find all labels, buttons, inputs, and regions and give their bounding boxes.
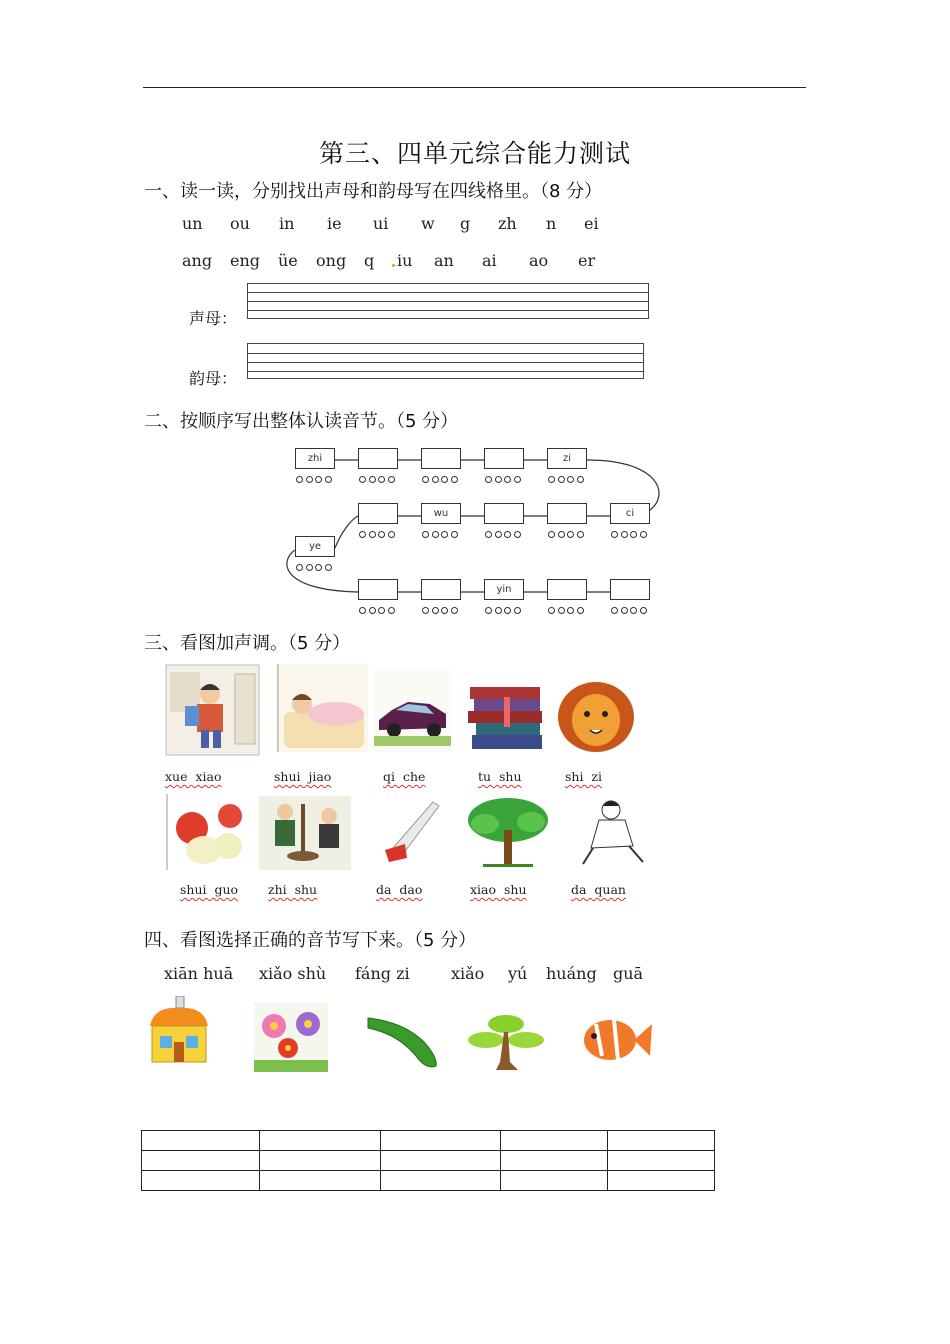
train-car-label: ci <box>610 503 650 524</box>
answer-cell[interactable] <box>142 1171 260 1191</box>
pinyin-item: zh <box>498 214 517 233</box>
pinyin-item: er <box>578 251 596 270</box>
train-car-blank[interactable] <box>358 503 398 533</box>
answer-cell[interactable] <box>608 1171 715 1191</box>
train-car-label: wu <box>421 503 461 524</box>
caption-row1: shi zi <box>565 769 602 784</box>
bonsai-tree-image <box>466 1012 546 1072</box>
answer-cell[interactable] <box>142 1131 260 1151</box>
yunmu-four-line-grid[interactable] <box>247 343 644 379</box>
pinyin-item: ao <box>529 251 549 270</box>
car-image <box>374 670 451 752</box>
train-car-blank[interactable] <box>421 579 461 609</box>
option-syllable: xiān huā <box>164 964 234 983</box>
caption-row1: xue xiao <box>165 769 222 784</box>
books-image <box>464 677 550 753</box>
answer-cell[interactable] <box>608 1131 715 1151</box>
train-car-blank[interactable] <box>421 448 461 478</box>
answer-cell[interactable] <box>381 1151 501 1171</box>
answer-cell[interactable] <box>260 1131 381 1151</box>
train-car-blank[interactable] <box>358 448 398 478</box>
caption-row1: qi che <box>383 769 426 784</box>
option-syllable: guā <box>613 964 644 983</box>
train-car-yin <box>484 579 524 609</box>
train-car-blank[interactable] <box>484 503 524 533</box>
pinyin-item: ui <box>373 214 389 233</box>
section3-heading: 三、看图加声调。（5 分） <box>144 633 351 654</box>
train-car-label: zhi <box>295 448 335 469</box>
tree-planting-image <box>259 796 351 870</box>
small-tree-image <box>463 794 553 870</box>
yunmu-label: 韵母： <box>189 369 238 388</box>
pinyin-item: n <box>546 214 557 233</box>
caption-row1: tu shu <box>478 769 522 784</box>
pinyin-item: un <box>182 214 203 233</box>
caption-row2: da dao <box>376 882 423 897</box>
train-car-zhi <box>295 448 335 478</box>
pinyin-item: w <box>421 214 435 233</box>
flowers-image <box>254 1002 328 1072</box>
section1-heading: 一、读一读，分别找出声母和韵母写在四线格里。（8 分） <box>144 181 603 202</box>
answer-cell[interactable] <box>381 1171 501 1191</box>
pinyin-item: ou <box>230 214 250 233</box>
train-car-wu <box>421 503 461 533</box>
train-car-zi <box>547 448 587 478</box>
pinyin-item: ong <box>316 251 347 270</box>
answer-cell[interactable] <box>260 1171 381 1191</box>
caption-row1: shui jiao <box>274 769 332 784</box>
pinyin-item: ie <box>327 214 342 233</box>
pinyin-item: g <box>460 214 471 233</box>
pinyin-item: ang <box>182 251 213 270</box>
train-car-blank[interactable] <box>547 579 587 609</box>
section4-heading: 四、看图选择正确的音节写下来。（5 分） <box>144 930 477 951</box>
option-syllable: huáng <box>546 964 597 983</box>
pinyin-item: eng <box>230 251 261 270</box>
train-car-blank[interactable] <box>358 579 398 609</box>
pinyin-item: an <box>434 251 454 270</box>
train-car-blank[interactable] <box>547 503 587 533</box>
train-car-label: yin <box>484 579 524 600</box>
house-image <box>146 996 212 1068</box>
lion-image <box>556 680 636 754</box>
fish-image <box>580 1010 656 1070</box>
shengmu-label: 声母： <box>189 309 238 328</box>
pinyin-item: ai <box>482 251 497 270</box>
train-car-label: zi <box>547 448 587 469</box>
train-car-label: ye <box>295 536 335 557</box>
option-syllable: yú <box>508 964 528 983</box>
school-boy-image <box>165 664 260 756</box>
train-car-ye <box>295 536 335 566</box>
answer-cell[interactable] <box>501 1171 608 1191</box>
sleeping-child-image <box>276 664 368 752</box>
cucumber-image <box>364 1012 444 1070</box>
caption-row2: zhi shu <box>268 882 318 897</box>
option-syllable: xiǎo <box>451 964 485 983</box>
caption-row2: xiao shu <box>470 882 527 897</box>
answer-cell[interactable] <box>501 1151 608 1171</box>
page-title: 第三、四单元综合能力测试 <box>318 139 631 168</box>
marker-dot <box>392 264 395 267</box>
train-car-blank[interactable] <box>484 448 524 478</box>
shengmu-four-line-grid[interactable] <box>247 283 649 319</box>
caption-row2: shui guo <box>180 882 239 897</box>
fruit-image <box>164 794 252 870</box>
pinyin-item: in <box>279 214 295 233</box>
option-syllable: xiǎo shù <box>259 964 327 983</box>
top-rule <box>143 87 806 88</box>
martial-arts-image <box>577 796 653 870</box>
answer-cell[interactable] <box>142 1151 260 1171</box>
answer-cell[interactable] <box>260 1151 381 1171</box>
answer-grid <box>141 1130 715 1191</box>
train-car-ci <box>610 503 650 533</box>
pinyin-item: üe <box>278 251 298 270</box>
pinyin-item: iu <box>397 251 413 270</box>
sword-image <box>377 796 455 870</box>
pinyin-item: ei <box>584 214 599 233</box>
section2-heading: 二、按顺序写出整体认读音节。（5 分） <box>144 411 459 432</box>
answer-cell[interactable] <box>501 1131 608 1151</box>
answer-cell[interactable] <box>608 1151 715 1171</box>
option-syllable: fáng zi <box>355 964 410 983</box>
answer-cell[interactable] <box>381 1131 501 1151</box>
caption-row2: da quan <box>571 882 626 897</box>
train-car-blank[interactable] <box>610 579 650 609</box>
pinyin-item: q <box>364 251 375 270</box>
